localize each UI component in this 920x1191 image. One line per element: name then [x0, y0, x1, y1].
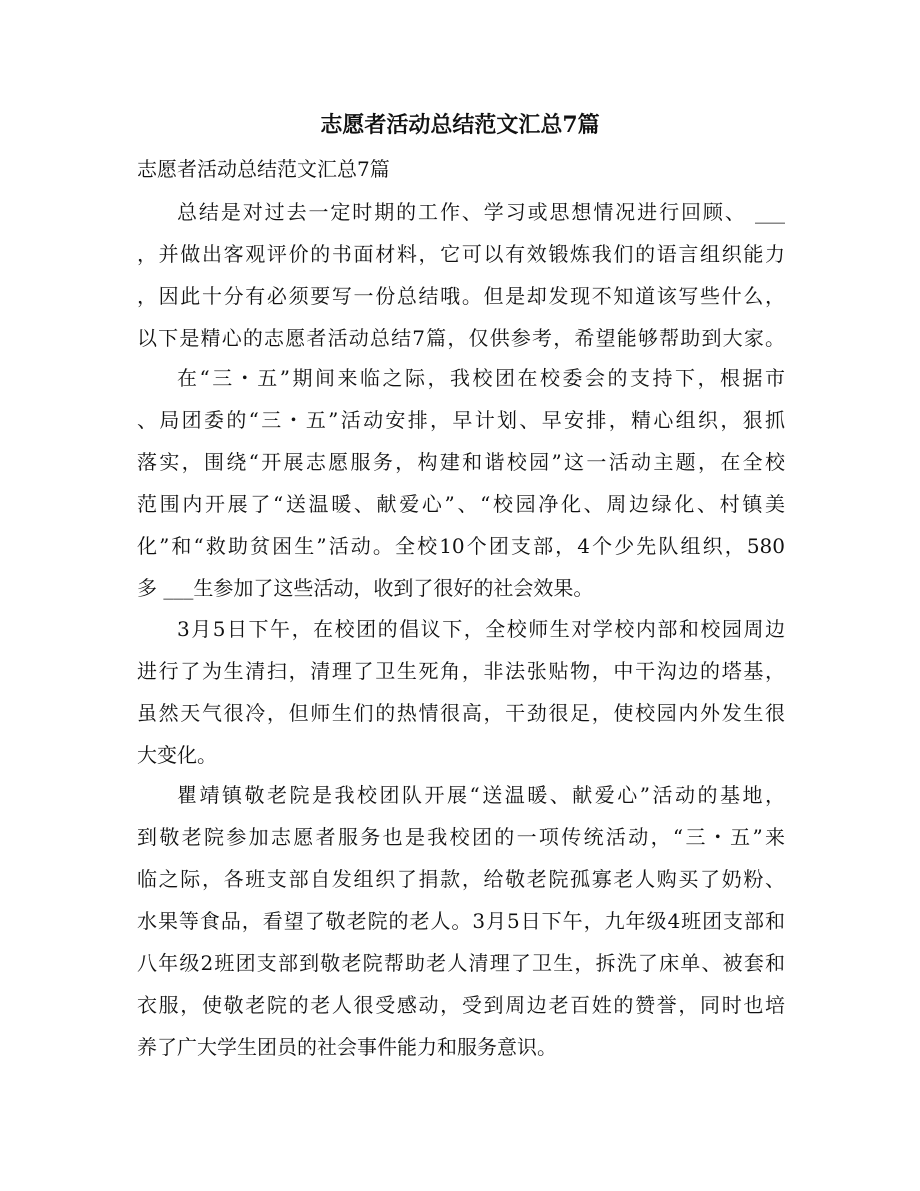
paragraph-2-line: 多 ___生参加了这些活动，收到了很好的社会效果。: [137, 576, 594, 600]
paragraph-4-line: 八年级2班团支部到敬老院帮助老人清理了卫生，拆洗了床单、被套和: [137, 951, 785, 975]
paragraph-1-line: 以下是精心的志愿者活动总结7篇，仅供参考，希望能够帮助到大家。: [137, 326, 785, 350]
paragraph-3-line: 大变化。: [137, 743, 217, 767]
paragraph-4-line: 到敬老院参加志愿者服务也是我校团的一项传统活动，“三・五”来: [137, 825, 785, 849]
paragraph-3-line: 虽然天气很冷，但师生们的热情很高，干劲很足，使校园内外发生很: [137, 701, 785, 725]
paragraph-1-line: 总结是对过去一定时期的工作、学习或思想情况进行回顾、 ___: [177, 200, 785, 224]
paragraph-1-line: ，并做出客观评价的书面材料，它可以有效锻炼我们的语言组织能力: [137, 242, 785, 266]
paragraph-4-line: 瞿靖镇敬老院是我校团队开展“送温暖、献爱心”活动的基地，: [177, 783, 785, 807]
paragraph-1-line: ，因此十分有必须要写一份总结哦。但是却发现不知道该写些什么，: [137, 284, 785, 308]
paragraph-2-line: 、局团委的“三・五”活动安排，早计划、早安排，精心组织，狠抓: [137, 408, 785, 432]
paragraph-4-line: 水果等食品，看望了敬老院的老人。3月5日下午，九年级4班团支部和: [137, 909, 785, 933]
paragraph-2-line: 化”和“救助贫困生”活动。全校10个团支部，4个少先队组织，580: [137, 534, 785, 558]
paragraph-2-line: 在“三・五”期间来临之际，我校团在校委会的支持下，根据市: [177, 366, 785, 390]
paragraph-2-line: 落实，围绕“开展志愿服务，构建和谐校园”这一活动主题，在全校: [137, 450, 785, 474]
paragraph-3-line: 进行了为生清扫，清理了卫生死角，非法张贴物，中干沟边的塔基，: [137, 659, 785, 683]
paragraph-3-line: 3月5日下午，在校团的倡议下，全校师生对学校内部和校园周边: [177, 617, 785, 641]
paragraph-4-line: 养了广大学生团员的社会事件能力和服务意识。: [137, 1035, 557, 1059]
document-subtitle: 志愿者活动总结范文汇总7篇: [137, 157, 390, 181]
paragraph-2-line: 范围内开展了“送温暖、献爱心”、“校园净化、周边绿化、村镇美: [137, 492, 785, 516]
paragraph-4-line: 衣服，使敬老院的老人很受感动，受到周边老百姓的赞誉，同时也培: [137, 993, 785, 1017]
paragraph-4-line: 临之际，各班支部自发组织了捐款，给敬老院孤寡老人购买了奶粉、: [137, 867, 785, 891]
document-title: 志愿者活动总结范文汇总7篇: [320, 112, 600, 138]
